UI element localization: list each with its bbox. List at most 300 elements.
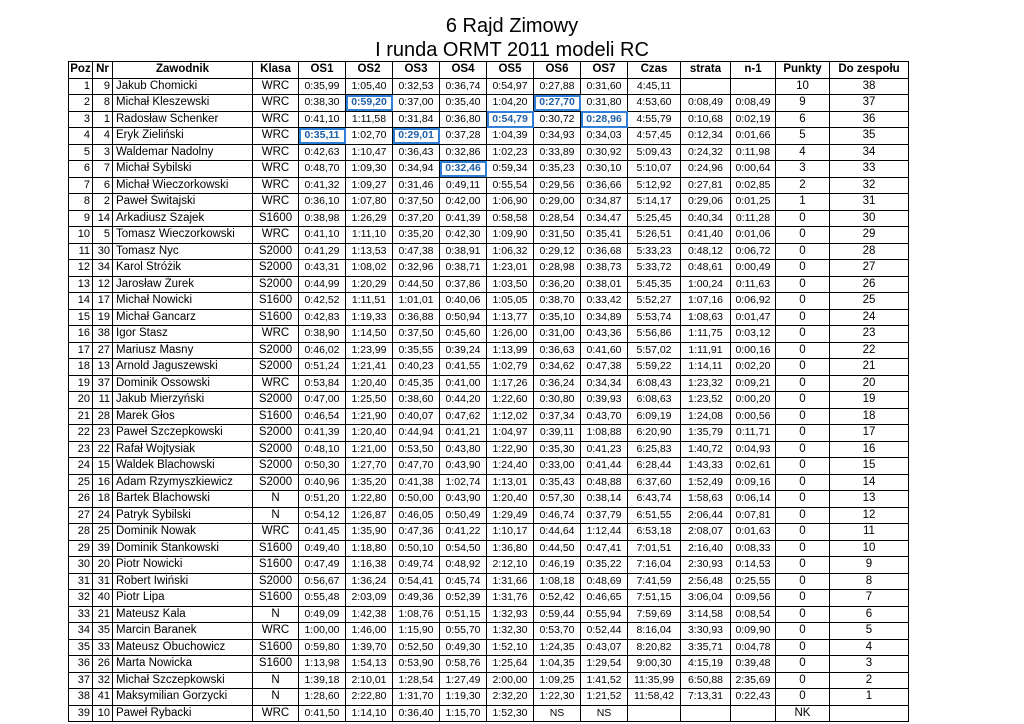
driver-name-cell: Piotr Lipa (113, 590, 253, 607)
header-klasa: Klasa (253, 62, 299, 79)
os5-cell: 1:04,39 (487, 128, 534, 145)
gap-cell: 2:16,40 (681, 540, 731, 557)
os4-cell: 0:39,24 (440, 342, 487, 359)
position-cell: 33 (69, 606, 93, 623)
total-time-cell: 6:53,18 (628, 524, 681, 541)
team-points-cell: 16 (830, 441, 909, 458)
os7-cell: 0:33,42 (581, 293, 628, 310)
points-cell: 0 (776, 491, 830, 508)
os3-cell: 0:36,88 (393, 309, 440, 326)
os3-cell: 0:47,36 (393, 524, 440, 541)
number-cell: 19 (93, 309, 113, 326)
header-os5: OS5 (487, 62, 534, 79)
gap-prev-cell: 0:06,92 (731, 293, 776, 310)
driver-name-cell: Paweł Rybacki (113, 705, 253, 722)
os4-cell: 0:43,90 (440, 458, 487, 475)
os2-cell: 1:11,51 (346, 293, 393, 310)
class-cell: WRC (253, 227, 299, 244)
total-time-cell: 6:08,43 (628, 375, 681, 392)
os1-cell: 1:00,00 (299, 623, 346, 640)
header-do-zespolu: Do zespołu (830, 62, 909, 79)
table-row (69, 359, 909, 376)
os1-cell: 0:53,84 (299, 375, 346, 392)
class-cell: S2000 (253, 573, 299, 590)
os1-cell: 0:38,98 (299, 210, 346, 227)
team-points-cell: 4 (830, 639, 909, 656)
number-cell: 13 (93, 359, 113, 376)
os7-cell: 0:35,41 (581, 227, 628, 244)
header-czas: Czas (628, 62, 681, 79)
class-cell: WRC (253, 705, 299, 722)
position-cell: 31 (69, 573, 93, 590)
os7-cell: 0:43,07 (581, 639, 628, 656)
number-cell: 34 (93, 260, 113, 277)
table-row (69, 194, 909, 211)
position-cell: 2 (69, 95, 93, 112)
table-row (69, 78, 909, 95)
total-time-cell: 5:25,45 (628, 210, 681, 227)
points-cell: 10 (776, 78, 830, 95)
position-cell: 11 (69, 243, 93, 260)
team-points-cell: 15 (830, 458, 909, 475)
gap-prev-cell: 0:02,20 (731, 359, 776, 376)
os2-cell: 1:09,27 (346, 177, 393, 194)
driver-name-cell: Dominik Stankowski (113, 540, 253, 557)
class-cell: S2000 (253, 392, 299, 409)
os6-cell: 0:27,88 (534, 78, 581, 95)
class-cell: S1600 (253, 210, 299, 227)
os5-cell: 1:20,40 (487, 491, 534, 508)
total-time-cell: 5:53,74 (628, 309, 681, 326)
gap-cell: 6:50,88 (681, 672, 731, 689)
driver-name-cell: Marta Nowicka (113, 656, 253, 673)
os4-cell: 1:02,74 (440, 474, 487, 491)
driver-name-cell: Piotr Nowicki (113, 557, 253, 574)
team-points-cell: 7 (830, 590, 909, 607)
position-cell: 29 (69, 540, 93, 557)
total-time-cell: 11:58,42 (628, 689, 681, 706)
class-cell: S2000 (253, 474, 299, 491)
os4-cell: 0:42,30 (440, 227, 487, 244)
os2-cell: 1:36,24 (346, 573, 393, 590)
table-row (69, 524, 909, 541)
os5-cell: 2:00,00 (487, 672, 534, 689)
os6-cell: 0:36,63 (534, 342, 581, 359)
gap-cell: 0:27,81 (681, 177, 731, 194)
os4-cell: 0:47,62 (440, 408, 487, 425)
os4-cell: 0:52,39 (440, 590, 487, 607)
team-points-cell: 8 (830, 573, 909, 590)
number-cell: 27 (93, 342, 113, 359)
position-cell: 26 (69, 491, 93, 508)
os5-cell: 1:13,77 (487, 309, 534, 326)
table-row (69, 672, 909, 689)
os6-cell: 1:04,35 (534, 656, 581, 673)
points-cell: 0 (776, 359, 830, 376)
document-subtitle: I runda ORMT 2011 modeli RC (375, 39, 649, 61)
os7-cell: 0:43,36 (581, 326, 628, 343)
number-cell: 25 (93, 524, 113, 541)
number-cell: 8 (93, 95, 113, 112)
gap-prev-cell: 0:01,63 (731, 524, 776, 541)
os2-cell: 1:09,30 (346, 161, 393, 178)
os4-cell: 0:38,91 (440, 243, 487, 260)
table-row (69, 95, 909, 112)
driver-name-cell: Igor Stasz (113, 326, 253, 343)
header-strata: strata (681, 62, 731, 79)
team-points-cell: 35 (830, 128, 909, 145)
points-cell: 0 (776, 342, 830, 359)
driver-name-cell: Eryk Zieliński (113, 128, 253, 145)
os1-cell: 0:56,67 (299, 573, 346, 590)
position-cell: 17 (69, 342, 93, 359)
number-cell: 18 (93, 491, 113, 508)
os2-cell: 1:18,80 (346, 540, 393, 557)
position-cell: 14 (69, 293, 93, 310)
os6-cell: NS (534, 705, 581, 722)
gap-cell (681, 78, 731, 95)
os2-cell: 1:20,29 (346, 276, 393, 293)
class-cell: WRC (253, 623, 299, 640)
os7-cell: 0:48,88 (581, 474, 628, 491)
os6-cell: 0:31,50 (534, 227, 581, 244)
gap-cell: 0:24,96 (681, 161, 731, 178)
total-time-cell: 6:20,90 (628, 425, 681, 442)
total-time-cell: 6:28,44 (628, 458, 681, 475)
os5-cell: 1:02,79 (487, 359, 534, 376)
os3-cell: 0:49,36 (393, 590, 440, 607)
driver-name-cell: Karol Stróżik (113, 260, 253, 277)
os6-cell: 0:29,00 (534, 194, 581, 211)
gap-prev-cell: 0:06,72 (731, 243, 776, 260)
os1-cell: 0:47,00 (299, 392, 346, 409)
os6-cell: 0:38,70 (534, 293, 581, 310)
os5-cell: 0:54,79 (487, 111, 534, 128)
class-cell: S2000 (253, 359, 299, 376)
header-os6: OS6 (534, 62, 581, 79)
gap-cell (681, 705, 731, 722)
os2-cell: 1:14,50 (346, 326, 393, 343)
os2-cell: 1:35,90 (346, 524, 393, 541)
os4-cell: 0:58,76 (440, 656, 487, 673)
total-time-cell: 8:20,82 (628, 639, 681, 656)
table-row (69, 111, 909, 128)
gap-prev-cell: 0:02,19 (731, 111, 776, 128)
os2-cell: 1:21,90 (346, 408, 393, 425)
number-cell: 3 (93, 144, 113, 161)
gap-cell: 0:29,06 (681, 194, 731, 211)
position-cell: 25 (69, 474, 93, 491)
team-points-cell: 34 (830, 144, 909, 161)
class-cell: S1600 (253, 590, 299, 607)
gap-cell: 3:06,04 (681, 590, 731, 607)
driver-name-cell: Mateusz Obuchowicz (113, 639, 253, 656)
os3-cell: 0:37,00 (393, 95, 440, 112)
number-cell: 1 (93, 111, 113, 128)
number-cell: 14 (93, 210, 113, 227)
position-cell: 38 (69, 689, 93, 706)
class-cell: S1600 (253, 309, 299, 326)
gap-cell: 0:41,40 (681, 227, 731, 244)
total-time-cell: 6:43,74 (628, 491, 681, 508)
number-cell: 17 (93, 293, 113, 310)
table-row (69, 540, 909, 557)
os5-cell: 1:17,26 (487, 375, 534, 392)
number-cell: 40 (93, 590, 113, 607)
class-cell: S1600 (253, 293, 299, 310)
number-cell: 10 (93, 705, 113, 722)
driver-name-cell: Michał Wieczorkowski (113, 177, 253, 194)
driver-name-cell: Marcin Baranek (113, 623, 253, 640)
points-cell: 9 (776, 95, 830, 112)
team-points-cell: 5 (830, 623, 909, 640)
gap-prev-cell: 0:06,14 (731, 491, 776, 508)
os2-cell: 1:25,50 (346, 392, 393, 409)
points-cell: 0 (776, 375, 830, 392)
position-cell: 7 (69, 177, 93, 194)
os5-cell: 1:31,66 (487, 573, 534, 590)
position-cell: 21 (69, 408, 93, 425)
gap-prev-cell: 0:11,28 (731, 210, 776, 227)
team-points-cell: 3 (830, 656, 909, 673)
os6-cell: 0:37,34 (534, 408, 581, 425)
gap-cell: 0:40,34 (681, 210, 731, 227)
team-points-cell: 38 (830, 78, 909, 95)
os7-cell: 0:52,44 (581, 623, 628, 640)
os4-cell: 0:36,80 (440, 111, 487, 128)
class-cell: S2000 (253, 260, 299, 277)
gap-cell: 3:14,58 (681, 606, 731, 623)
position-cell: 34 (69, 623, 93, 640)
os7-cell: NS (581, 705, 628, 722)
points-cell: 0 (776, 260, 830, 277)
os3-cell: 0:53,50 (393, 441, 440, 458)
driver-name-cell: Arkadiusz Szajek (113, 210, 253, 227)
position-cell: 5 (69, 144, 93, 161)
driver-name-cell: Adam Rzymyszkiewicz (113, 474, 253, 491)
header-os3: OS3 (393, 62, 440, 79)
class-cell: S1600 (253, 408, 299, 425)
os1-cell: 1:13,98 (299, 656, 346, 673)
table-row (69, 491, 909, 508)
os4-cell: 0:37,86 (440, 276, 487, 293)
gap-prev-cell: 0:09,16 (731, 474, 776, 491)
os2-cell: 1:10,47 (346, 144, 393, 161)
os6-cell: 0:35,30 (534, 441, 581, 458)
class-cell: S2000 (253, 441, 299, 458)
os1-cell: 0:50,30 (299, 458, 346, 475)
gap-cell: 1:43,33 (681, 458, 731, 475)
os1-cell: 0:36,10 (299, 194, 346, 211)
team-points-cell: 2 (830, 672, 909, 689)
os2-cell: 1:20,40 (346, 425, 393, 442)
team-points-cell (830, 705, 909, 722)
gap-prev-cell: 0:01,25 (731, 194, 776, 211)
os7-cell: 0:30,10 (581, 161, 628, 178)
os3-cell: 1:08,76 (393, 606, 440, 623)
os7-cell: 0:34,89 (581, 309, 628, 326)
table-row (69, 375, 909, 392)
driver-name-cell: Patryk Sybilski (113, 507, 253, 524)
os5-cell: 1:04,20 (487, 95, 534, 112)
os7-cell: 0:55,94 (581, 606, 628, 623)
points-cell: 0 (776, 689, 830, 706)
gap-cell: 0:10,68 (681, 111, 731, 128)
os7-cell: 0:39,93 (581, 392, 628, 409)
points-cell: 1 (776, 194, 830, 211)
os3-cell: 0:29,01 (393, 128, 440, 145)
os5-cell: 1:05,05 (487, 293, 534, 310)
os7-cell: 0:34,87 (581, 194, 628, 211)
position-cell: 9 (69, 210, 93, 227)
os5-cell: 1:52,30 (487, 705, 534, 722)
os2-cell: 2:10,01 (346, 672, 393, 689)
total-time-cell: 7:16,04 (628, 557, 681, 574)
os2-cell: 1:22,80 (346, 491, 393, 508)
class-cell: S2000 (253, 458, 299, 475)
os1-cell: 0:51,20 (299, 491, 346, 508)
header-zawodnik: Zawodnik (113, 62, 253, 79)
os2-cell: 0:59,20 (346, 95, 393, 112)
os4-cell: 0:43,80 (440, 441, 487, 458)
team-points-cell: 11 (830, 524, 909, 541)
os7-cell: 1:29,54 (581, 656, 628, 673)
points-cell: 0 (776, 243, 830, 260)
gap-cell: 0:12,34 (681, 128, 731, 145)
os5-cell: 2:32,20 (487, 689, 534, 706)
team-points-cell: 1 (830, 689, 909, 706)
gap-prev-cell: 2:35,69 (731, 672, 776, 689)
gap-cell: 1:11,91 (681, 342, 731, 359)
os1-cell: 0:42,83 (299, 309, 346, 326)
gap-prev-cell: 0:11,71 (731, 425, 776, 442)
points-cell: 0 (776, 639, 830, 656)
os4-cell: 0:41,55 (440, 359, 487, 376)
os1-cell: 0:54,12 (299, 507, 346, 524)
os2-cell: 1:21,41 (346, 359, 393, 376)
driver-name-cell: Waldemar Nadolny (113, 144, 253, 161)
os6-cell: 1:08,18 (534, 573, 581, 590)
class-cell: S2000 (253, 243, 299, 260)
class-cell: N (253, 689, 299, 706)
points-cell: NK (776, 705, 830, 722)
table-row (69, 392, 909, 409)
os1-cell: 0:51,24 (299, 359, 346, 376)
gap-cell: 2:56,48 (681, 573, 731, 590)
os4-cell: 1:27,49 (440, 672, 487, 689)
os4-cell: 0:50,94 (440, 309, 487, 326)
os1-cell: 1:28,60 (299, 689, 346, 706)
os3-cell: 1:01,01 (393, 293, 440, 310)
os2-cell: 1:14,10 (346, 705, 393, 722)
os3-cell: 0:36,43 (393, 144, 440, 161)
gap-prev-cell: 0:02,85 (731, 177, 776, 194)
os2-cell: 1:26,29 (346, 210, 393, 227)
number-cell: 6 (93, 177, 113, 194)
team-points-cell: 19 (830, 392, 909, 409)
os6-cell: 1:09,25 (534, 672, 581, 689)
os1-cell: 0:46,02 (299, 342, 346, 359)
os4-cell: 0:55,70 (440, 623, 487, 640)
table-row (69, 557, 909, 574)
position-cell: 35 (69, 639, 93, 656)
os5-cell: 1:22,60 (487, 392, 534, 409)
table-row (69, 474, 909, 491)
class-cell: WRC (253, 128, 299, 145)
points-cell: 6 (776, 111, 830, 128)
gap-prev-cell: 0:00,20 (731, 392, 776, 409)
os7-cell: 0:36,66 (581, 177, 628, 194)
points-cell: 0 (776, 441, 830, 458)
header-os1: OS1 (299, 62, 346, 79)
class-cell: S2000 (253, 342, 299, 359)
class-cell: WRC (253, 111, 299, 128)
team-points-cell: 9 (830, 557, 909, 574)
number-cell: 33 (93, 639, 113, 656)
gap-cell: 1:24,08 (681, 408, 731, 425)
os7-cell: 0:38,73 (581, 260, 628, 277)
points-cell: 0 (776, 309, 830, 326)
class-cell: N (253, 672, 299, 689)
os4-cell: 0:41,22 (440, 524, 487, 541)
total-time-cell: 8:16,04 (628, 623, 681, 640)
total-time-cell: 4:53,60 (628, 95, 681, 112)
position-cell: 18 (69, 359, 93, 376)
total-time-cell: 6:37,60 (628, 474, 681, 491)
class-cell: WRC (253, 177, 299, 194)
os1-cell: 0:42,63 (299, 144, 346, 161)
number-cell: 7 (93, 161, 113, 178)
team-points-cell: 12 (830, 507, 909, 524)
os7-cell: 0:41,23 (581, 441, 628, 458)
os7-cell: 0:38,14 (581, 491, 628, 508)
os4-cell: 1:19,30 (440, 689, 487, 706)
os1-cell: 0:44,99 (299, 276, 346, 293)
total-time-cell: 6:25,83 (628, 441, 681, 458)
os4-cell: 0:41,21 (440, 425, 487, 442)
number-cell: 23 (93, 425, 113, 442)
points-cell: 0 (776, 590, 830, 607)
points-cell: 0 (776, 326, 830, 343)
document-title: 6 Rajd Zimowy (445, 15, 579, 37)
os4-cell: 0:50,49 (440, 507, 487, 524)
team-points-cell: 14 (830, 474, 909, 491)
os6-cell: 0:34,93 (534, 128, 581, 145)
os3-cell: 0:37,20 (393, 210, 440, 227)
os4-cell: 0:49,11 (440, 177, 487, 194)
os5-cell: 1:32,30 (487, 623, 534, 640)
os3-cell: 1:28,54 (393, 672, 440, 689)
gap-prev-cell: 0:00,49 (731, 260, 776, 277)
os3-cell: 1:15,90 (393, 623, 440, 640)
table-row (69, 606, 909, 623)
os5-cell: 2:12,10 (487, 557, 534, 574)
driver-name-cell: Jakub Mierzyński (113, 392, 253, 409)
driver-name-cell: Bartek Blachowski (113, 491, 253, 508)
number-cell: 24 (93, 507, 113, 524)
driver-name-cell: Dominik Ossowski (113, 375, 253, 392)
os7-cell: 1:08,88 (581, 425, 628, 442)
os1-cell: 0:49,40 (299, 540, 346, 557)
os6-cell: 1:22,30 (534, 689, 581, 706)
os3-cell: 0:31,84 (393, 111, 440, 128)
os2-cell: 1:35,20 (346, 474, 393, 491)
os2-cell: 1:16,38 (346, 557, 393, 574)
gap-cell: 0:08,49 (681, 95, 731, 112)
total-time-cell: 5:10,07 (628, 161, 681, 178)
total-time-cell: 6:09,19 (628, 408, 681, 425)
position-cell: 13 (69, 276, 93, 293)
